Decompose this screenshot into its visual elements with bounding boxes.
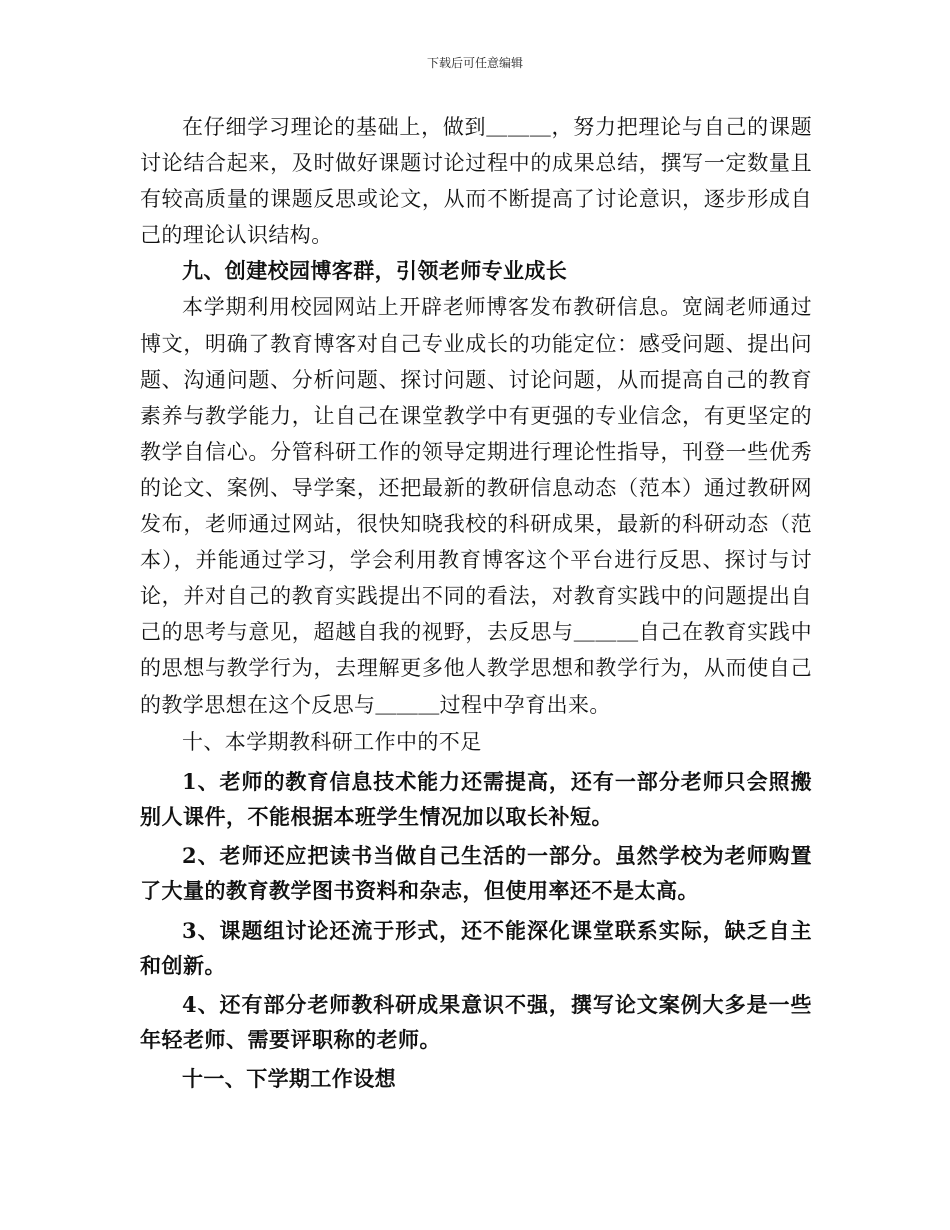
shortcoming-item-2: 2、老师还应把读书当做自己生活的一部分。虽然学校为老师购置了大量的教育教学图书资料和杂志，但使用率还不是太高。: [140, 843, 812, 904]
paragraph-blog: 本学期利用校园网站上开辟老师博客发布教研信息。宽阔老师通过博文，明确了教育博客对自己专业成长的功能定位：感受问题、提出问题、沟通问题、分析问题、探讨问题、讨论问题，从而提高自己的教育素养与教学能力，让自己在课堂教学中有更强的专业信念，有更坚定的教学自信心。分管科研工作的领导定期进行理论性指导，刊登一些优秀的论文、案例、导学案，还把最新的教研信息动态（范本）通过教研网发布，老师通过网站，很快知晓我校的科研成果，最新的科研动态（范本），并能通过学习，学会利用教育博客这个平台进行反思、探讨与讨论，并对自己的教育实践提出不同的看法，对教育实践中的问题提出自己的思考与意见，超越自我的视野，去反思与＿＿＿自己在教育实践中的思想与教学行为，去理解更多他人教学思想和教学行为，从而使自己的教学思想在这个反思与＿＿＿过程中孕育出来。: [140, 295, 812, 717]
section-heading-11: 十一、下学期工作设想: [182, 1066, 396, 1092]
document-body: [140, 109, 812, 1097]
shortcoming-item-4: 4、还有部分老师教科研成果意识不强，撰写论文案例大多是一些年轻老师、需要评职称的老师。: [140, 991, 812, 1053]
shortcoming-item-1: 1、老师的教育信息技术能力还需提高，还有一部分老师只会照搬别人课件，不能根据本班学生情况加以取长补短。: [140, 768, 812, 829]
section-heading-10: 十、本学期教科研工作中的不足: [182, 729, 482, 754]
shortcoming-item-3: 3、课题组讨论还流于形式，还不能深化课堂联系实际，缺乏自主和创新。: [140, 917, 812, 978]
section-heading-9: 九、创建校园博客群，引领老师专业成长: [182, 258, 568, 284]
paragraph-theory-study: 在仔细学习理论的基础上，做到＿＿＿，努力把理论与自己的课题讨论结合起来，及时做好课题讨论过程中的成果总结，撰写一定数量且有较高质量的课题反思或论文，从而不断提高了讨论意识，逐步形成自己的理论认识结构。: [140, 115, 812, 248]
page-header: 下载后可任意编辑: [426, 56, 523, 70]
